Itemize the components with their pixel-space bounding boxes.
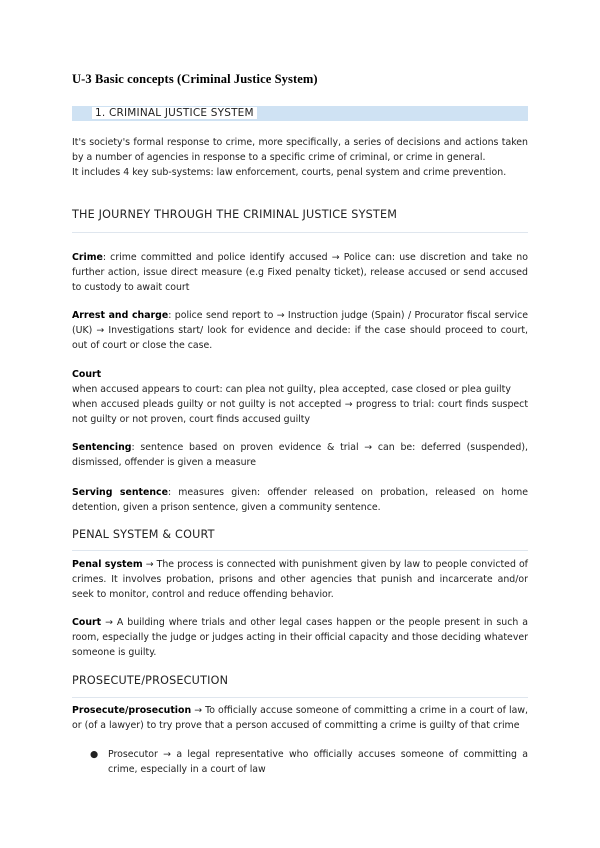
court-line-2: when accused pleads guilty or not guilty is not accepted → progress to trial: court finds suspect not guilty or not proven, court finds accused guilty	[72, 399, 528, 425]
divider	[72, 550, 528, 551]
divider	[72, 232, 528, 233]
paragraph-prosecute	[72, 703, 528, 733]
sentencing-text: : sentence based on proven evidence & trial → can be: deferred (suspended), dismissed, offender is given a measure	[72, 442, 528, 468]
paragraph-court	[72, 367, 528, 427]
term-crime: Crime	[72, 252, 103, 263]
paragraph-penal-system	[72, 557, 528, 602]
definition-text: It's society's formal response to crime, more specifically, a series of decisions and actions taken by a number of agencies in response to a specific crime of criminal, or crime in general.	[72, 137, 528, 163]
bullet-marker: ●	[90, 749, 99, 760]
term-sentencing: Sentencing	[72, 442, 132, 453]
paragraph-crime	[72, 250, 528, 295]
divider	[72, 697, 528, 698]
heading-journey: THE JOURNEY THROUGH THE CRIMINAL JUSTICE SYSTEM	[72, 208, 398, 221]
term-penal-system: Penal system	[72, 559, 143, 570]
section-banner	[72, 106, 528, 121]
document-title: U-3 Basic concepts (Criminal Justice System)	[72, 72, 318, 86]
term-court: Court	[72, 369, 102, 380]
crime-text: : crime committed and police identify accused → Police can: use discretion and take no further action, issue direct measure (e.g Fixed penalty ticket), release accused or send accused to custody to await court	[72, 252, 528, 293]
paragraph-arrest	[72, 308, 528, 353]
subsystems-text: It includes 4 key sub-systems: law enforcement, courts, penal system and crime prevention.	[72, 167, 507, 178]
list-item-prosecutor	[90, 747, 528, 777]
court-definition-text: → A building where trials and other legal cases happen or the people present in such a room, especially the judge or judges acting in their official capacity and those deciding whatever someone is guilty.	[72, 617, 528, 658]
prosecute-text: → To officially accuse someone of committing a crime in a court of law, or (of a lawyer) to try prove that a person accused of committing a crime is guilty of that crime	[72, 705, 528, 731]
heading-prosecute: PROSECUTE/PROSECUTION	[72, 674, 229, 687]
term-prosecute: Prosecute/prosecution	[72, 705, 192, 716]
term-court-definition: Court	[72, 617, 102, 628]
definition-paragraph	[72, 135, 528, 180]
court-line-1: when accused appears to court: can plea not guilty, plea accepted, case closed or plea guilty	[72, 384, 511, 395]
arrest-text: : police send report to → Instruction judge (Spain) / Procurator fiscal service (UK) → Investigations start/ look for evidence and decide: if the case should proceed to court, out of court or close the case.	[72, 310, 528, 351]
section-heading-criminal-justice-system: 1. CRIMINAL JUSTICE SYSTEM	[92, 107, 257, 119]
heading-penal-system-court: PENAL SYSTEM & COURT	[72, 528, 215, 541]
paragraph-sentencing	[72, 440, 528, 470]
prosecutor-text: Prosecutor → a legal representative who officially accuses someone of committing a crime, especially in a court of law	[108, 749, 528, 775]
serving-text: : measures given: offender released on probation, released on home detention, given a prison sentence, given a community sentence.	[72, 487, 528, 513]
penal-text: → The process is connected with punishment given by law to people convicted of crimes. It involves probation, prisons and other agencies that punish and incarcerate and/or seek to monitor, control and reduce offending behavior.	[72, 559, 528, 600]
term-arrest-and-charge: Arrest and charge	[72, 310, 169, 321]
paragraph-serving-sentence	[72, 485, 528, 515]
paragraph-court-definition	[72, 615, 528, 660]
term-serving-sentence: Serving sentence	[72, 487, 168, 498]
